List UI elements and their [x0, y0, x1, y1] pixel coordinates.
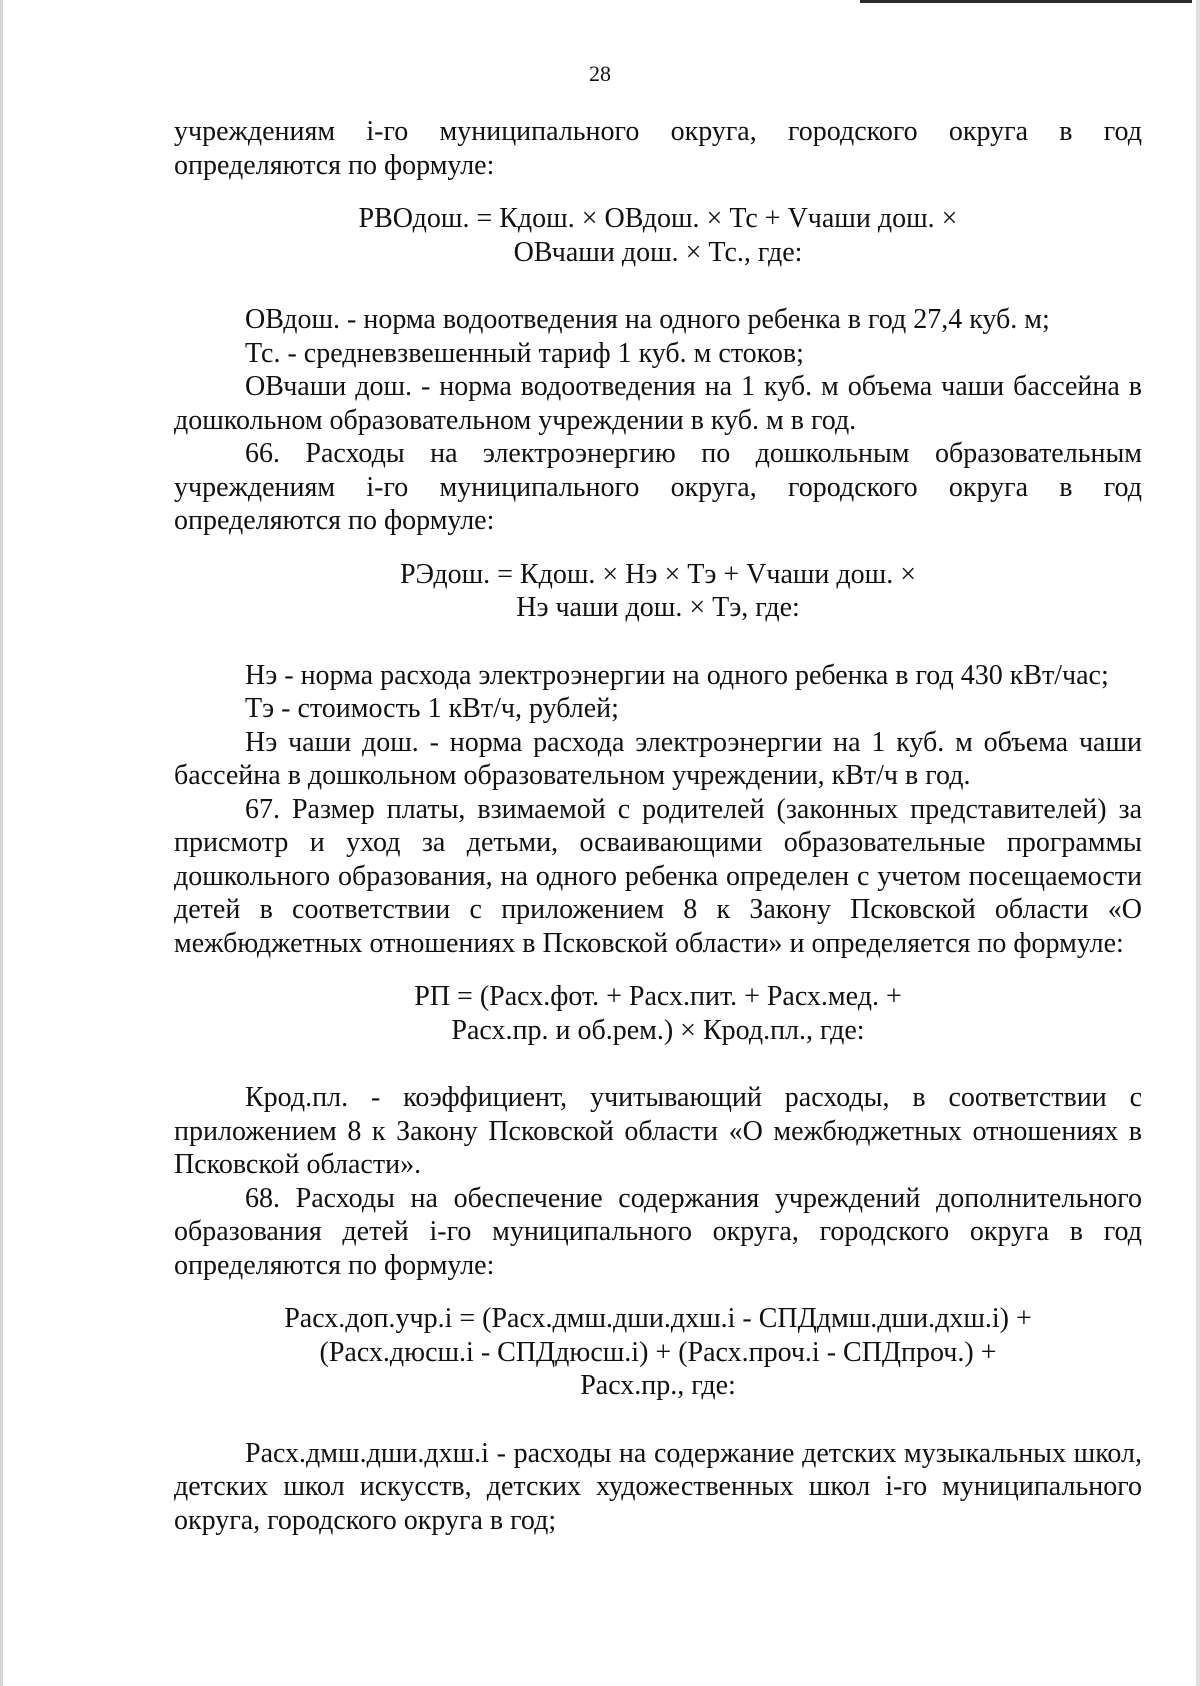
- top-edge-line: [860, 0, 1192, 3]
- formula-line: Расх.пр., где:: [580, 1370, 736, 1401]
- formula-line: РЭдош. = Кдош. × Нэ × Тэ + Vчаши дош. ×: [399, 558, 917, 590]
- formula-line: РП = (Расх.фот. + Расх.пит. + Расх.мед. +: [414, 981, 902, 1012]
- paragraph: Тс. - средневзвешенный тариф 1 куб. м стоков;: [245, 337, 804, 369]
- formula-line: Расх.пр. и об.рем.) × Крод.пл., где:: [451, 1014, 865, 1046]
- formula-line: ОВчаши дош. × Тс., где:: [513, 236, 803, 268]
- formula-line: РВОдош. = Кдош. × ОВдош. × Тс + Vчаши дош. ×: [358, 203, 958, 234]
- paragraph: ОВчаши дош. - норма водоотведения на 1 куб. м объема чаши бассейна в дошкольном образовательном учреждении в куб. м в год.: [174, 371, 1142, 436]
- paragraph-item-66: 66. Расходы на электроэнергию по дошкольным образовательным учреждениям i-го муниципального округа, городского округа в год определяются по формуле:: [174, 438, 1142, 536]
- formula-line: (Расх.дюсш.i - СПДдюсш.i) + (Расх.проч.i - СПДпроч.) +: [319, 1336, 997, 1368]
- paragraph-item-67: 67. Размер платы, взимаемой с родителей (законных представителей) за присмотр и уход за детьми, осваивающими образовательные программы дошкольного образования, на одного ребенка определен с учетом посещаемости детей в соответствии с приложением 8 к Закону Псковской области «О межбюджетных отношениях в Псковской области» и определяется по формуле:: [174, 793, 1142, 959]
- formula-rvo: [174, 202, 1142, 269]
- formula-rash-dop: [174, 1302, 1142, 1403]
- paragraph: Крод.пл. - коэффициент, учитывающий расходы, в соответствии с приложением 8 к Закону Псковской области «О межбюджетных отношениях в Псковской области».: [174, 1082, 1142, 1180]
- paragraph: ОВдош. - норма водоотведения на одного ребенка в год 27,4 куб. м;: [245, 304, 1050, 335]
- paragraph: Нэ чаши дош. - норма расхода электроэнергии на 1 куб. м объема чаши бассейна в дошкольном образовательном учреждении, кВт/ч в год.: [174, 726, 1142, 791]
- page-number: 28: [589, 61, 611, 86]
- paragraph: Тэ - стоимость 1 кВт/ч, рублей;: [245, 693, 619, 724]
- paragraph-item-68: 68. Расходы на обеспечение содержания учреждений дополнительного образования детей i-го муниципального округа, городского округа в год определяются по формуле:: [174, 1182, 1142, 1281]
- paragraph: учреждениям i-го муниципального округа, городского округа в год определяются по формуле:: [174, 116, 1142, 181]
- formula-rp: [174, 980, 1142, 1047]
- right-scan-edge: [1196, 0, 1200, 1686]
- formula-re: [174, 558, 1142, 625]
- formula-line: Нэ чаши дош. × Тэ, где:: [516, 592, 800, 623]
- document-body: [174, 115, 1142, 1537]
- formula-line: Расх.доп.учр.i = (Расх.дмш.дши.дхш.i - СПДдмш.дши.дхш.i) +: [284, 1303, 1032, 1334]
- paragraph: Нэ - норма расхода электроэнергии на одного ребенка в год 430 кВт/час;: [245, 659, 1109, 691]
- left-scan-edge: [0, 0, 3, 1686]
- paragraph: Расх.дмш.дши.дхш.i - расходы на содержание детских музыкальных школ, детских школ искусств, детских художественных школ i-го муниципального округа, городского округа в год;: [174, 1437, 1142, 1536]
